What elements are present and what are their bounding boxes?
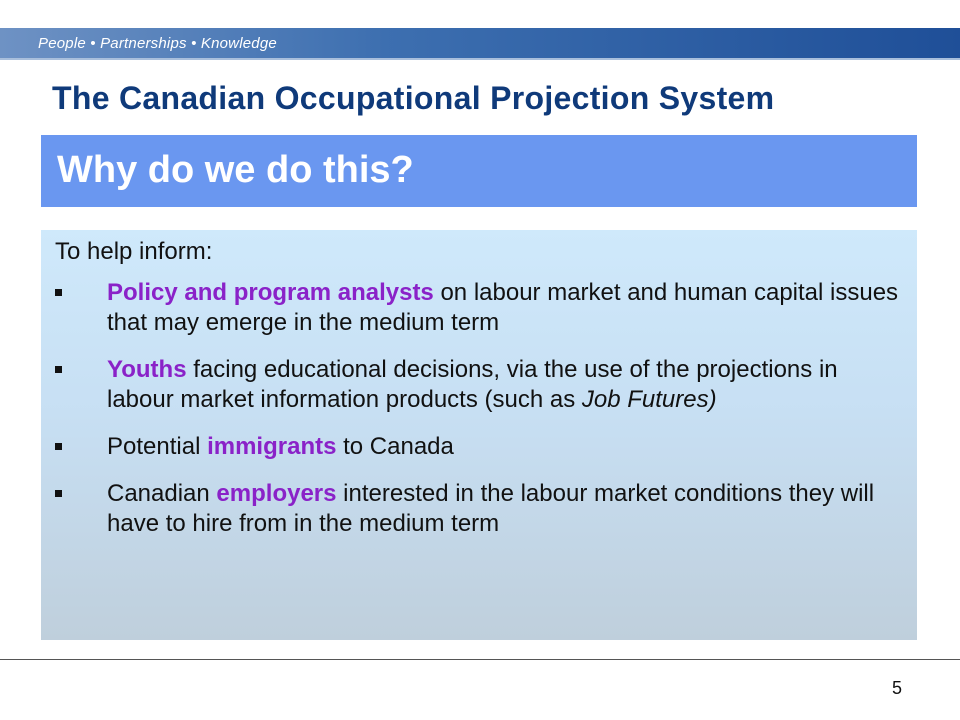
bullet-text: to Canada: [336, 433, 454, 460]
bullet-text: facing educational decisions, via the use of the projections in labour market information products (such as: [107, 356, 838, 413]
bullet-highlight: employers: [216, 480, 337, 507]
bullet-text: interested in the labour market conditions they will have to hire from in the medium term: [107, 480, 875, 537]
square-bullet-icon: [55, 443, 62, 450]
intro-text: To help inform:: [55, 238, 213, 265]
bullet-highlight: Policy and program analysts: [107, 279, 434, 306]
bullet-highlight: immigrants: [207, 433, 337, 460]
list-item: [41, 355, 917, 415]
tagline: People • Partnerships • Knowledge: [38, 35, 277, 52]
title-fade: [0, 120, 960, 124]
title-divider: [0, 58, 960, 60]
section-heading: Why do we do this?: [57, 149, 414, 191]
list-item: [41, 432, 917, 462]
square-bullet-icon: [55, 366, 62, 373]
content-panel: [41, 230, 917, 640]
bullet-highlight: Youths: [107, 356, 187, 383]
list-item: [41, 479, 917, 539]
bullet-list: [41, 278, 917, 556]
bullet-italic-text: Job Futures): [581, 386, 717, 413]
list-item: [41, 278, 917, 338]
page-title: The Canadian Occupational Projection System: [52, 80, 775, 116]
page-number: 5: [891, 678, 902, 698]
bullet-text: on labour market and human capital issues that may emerge in the medium term: [107, 279, 899, 336]
square-bullet-icon: [55, 289, 62, 296]
bullet-lead-text: Canadian: [107, 480, 217, 507]
footer-divider: [0, 659, 960, 660]
section-heading-box: [41, 135, 917, 207]
square-bullet-icon: [55, 490, 62, 497]
bullet-lead-text: Potential: [107, 433, 208, 460]
